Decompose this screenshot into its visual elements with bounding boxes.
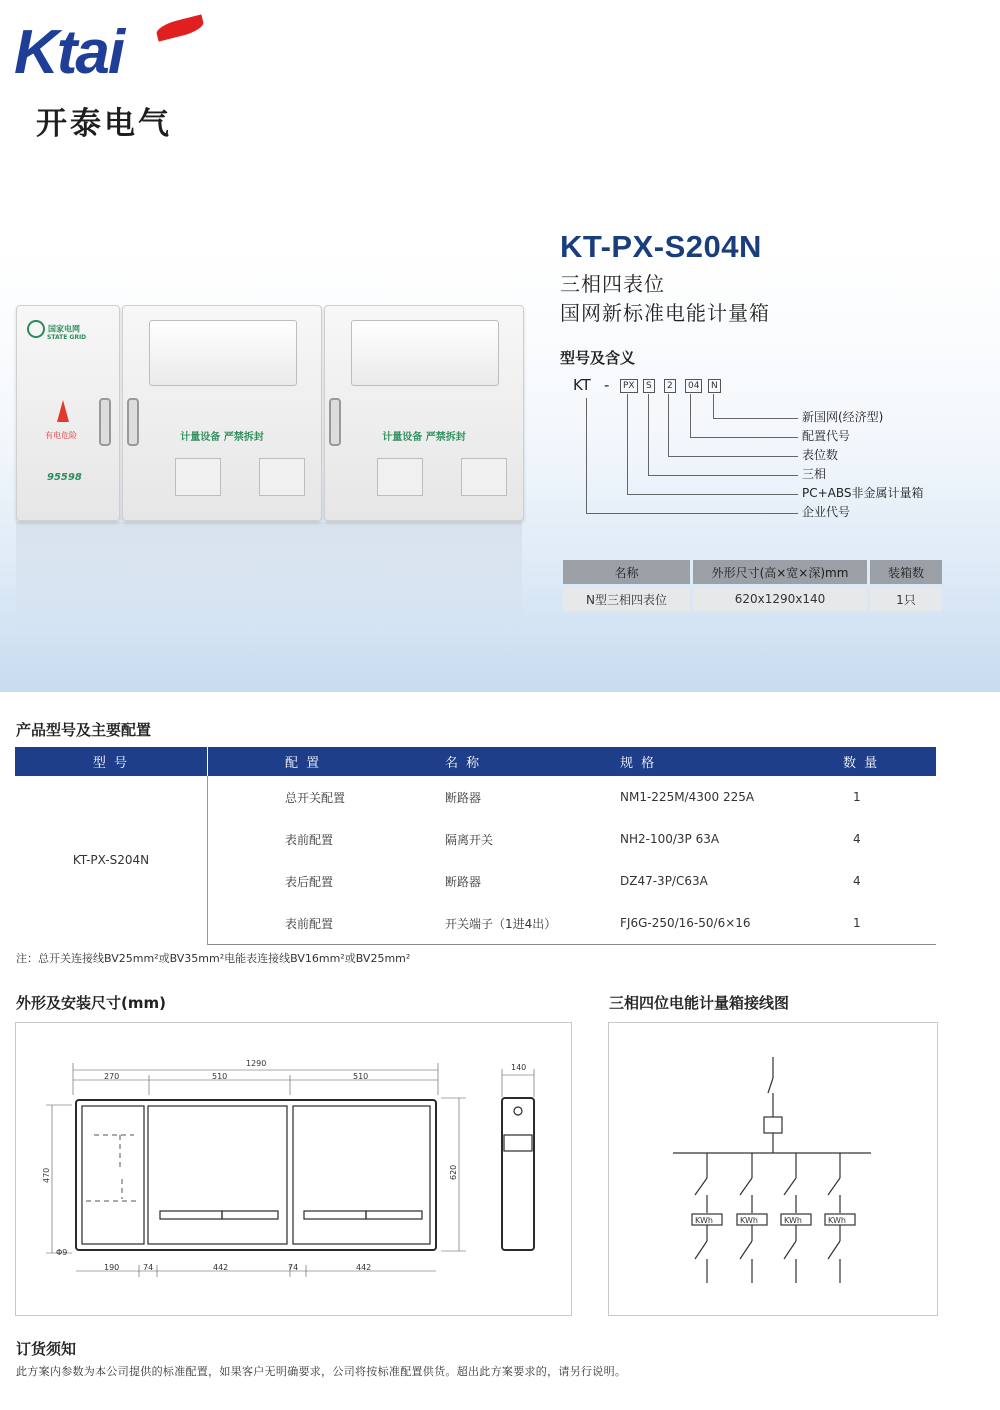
order-title: 订货须知 xyxy=(16,1340,77,1358)
meaning-item: 三相 xyxy=(802,467,827,481)
logo-wordmark: Ktai xyxy=(14,18,124,87)
config-cell: DZ47-3P/C63A xyxy=(620,874,708,888)
dim-label: 74 xyxy=(143,1263,154,1272)
dim-label: 190 xyxy=(104,1263,120,1272)
config-cell: NH2-100/3P 63A xyxy=(620,832,720,846)
config-cell: 断路器 xyxy=(445,874,482,889)
product-meter-cabinet-1 xyxy=(122,305,322,521)
spec-header: 名称 xyxy=(563,560,690,584)
product-subtitle-2: 国网新标准电能计量箱 xyxy=(560,301,770,325)
config-section-title: 产品型号及主要配置 xyxy=(16,721,152,739)
wiring-title: 三相四位电能计量箱接线图 xyxy=(609,994,790,1012)
brand-logo xyxy=(14,18,214,142)
meter-slot xyxy=(175,458,221,496)
code-box-px: PX xyxy=(620,379,638,393)
meaning-item: PC+ABS非金属计量箱 xyxy=(802,486,924,500)
config-cell: 总开关配置 xyxy=(285,790,346,805)
spec-table xyxy=(560,557,945,614)
dim-label: 442 xyxy=(356,1263,372,1272)
product-image xyxy=(16,305,522,519)
config-table xyxy=(15,747,936,945)
meaning-item: 新国网(经济型) xyxy=(802,410,884,424)
config-cell: 隔离开关 xyxy=(445,832,494,847)
spec-header: 装箱数 xyxy=(870,560,942,584)
state-grid-en: STATE GRID xyxy=(47,334,87,341)
meaning-item: 企业代号 xyxy=(802,505,851,519)
config-note: 注：总开关连接线BV25mm²或BV35mm²电能表连接线BV16mm²或BV25mm² xyxy=(16,952,411,965)
code-box-n: N xyxy=(708,379,721,393)
dimension-drawing xyxy=(16,1023,571,1315)
dim-label: 140 xyxy=(511,1063,527,1072)
product-model-title: KT-PX-S204N xyxy=(560,229,762,264)
dim-label: 270 xyxy=(104,1072,120,1081)
config-cell: 4 xyxy=(853,832,861,846)
spec-cell: 1只 xyxy=(870,587,942,611)
meter-label: KWh xyxy=(695,1216,713,1225)
code-prefix: KT xyxy=(573,376,591,394)
config-header: 配 置 xyxy=(208,747,445,776)
dim-label: 74 xyxy=(288,1263,299,1272)
spec-cell: 620x1290x140 xyxy=(693,587,867,611)
dim-label: 1290 xyxy=(246,1059,267,1068)
order-text: 此方案内参数为本公司提供的标准配置，如果客户无明确要求，公司将按标准配置供货。超出此方案要求的，请另行说明。 xyxy=(16,1365,627,1378)
config-cell: 表后配置 xyxy=(285,874,334,889)
code-box-s: S xyxy=(643,379,655,393)
config-cell: 表前配置 xyxy=(208,902,445,945)
meter-label: KWh xyxy=(740,1216,758,1225)
code-box-04: 04 xyxy=(685,379,702,393)
config-cell: 断路器 xyxy=(445,790,482,805)
config-header: 名 称 xyxy=(444,747,619,776)
dim-label: 620 xyxy=(449,1164,458,1180)
config-cell: 1 xyxy=(853,790,861,804)
wiring-frame xyxy=(608,1022,938,1316)
meter-slot xyxy=(259,458,305,496)
state-grid-logo: 国家电网 STATE GRID xyxy=(27,320,86,341)
dimensions-title: 外形及安装尺寸(mm) xyxy=(16,994,166,1012)
config-model-cell: KT-PX-S204N xyxy=(15,776,208,945)
code-box-2: 2 xyxy=(664,379,676,393)
dim-label: 510 xyxy=(212,1072,228,1081)
logo-swoosh-icon xyxy=(155,14,205,41)
state-grid-icon xyxy=(27,320,45,338)
code-dash: - xyxy=(604,376,610,394)
dimensions-frame xyxy=(15,1022,572,1316)
dim-label: 442 xyxy=(213,1263,229,1272)
meter-label: KWh xyxy=(828,1216,846,1225)
meter-window xyxy=(351,320,499,386)
leader-line xyxy=(586,398,798,514)
product-meter-cabinet-2 xyxy=(324,305,524,521)
dim-label: 470 xyxy=(42,1167,51,1183)
wiring-diagram xyxy=(609,1023,937,1315)
meter-slot xyxy=(377,458,423,496)
config-header: 型 号 xyxy=(15,747,208,776)
table-row xyxy=(15,776,936,818)
danger-label: 有电危险 xyxy=(45,431,77,440)
meaning-item: 配置代号 xyxy=(802,429,851,443)
door-handle-icon xyxy=(99,398,111,446)
model-meaning-heading: 型号及含义 xyxy=(560,349,636,367)
meaning-item: 表位数 xyxy=(802,448,839,462)
product-subtitle-1: 三相四表位 xyxy=(560,272,665,296)
spec-cell: N型三相四表位 xyxy=(563,587,690,611)
seal-label: 计量设备 严禁拆封 xyxy=(382,432,466,443)
product-switch-cabinet xyxy=(16,305,120,521)
lightning-warning-icon xyxy=(57,400,69,422)
spec-header: 外形尺寸(高×宽×深)mm xyxy=(693,560,867,584)
meter-window xyxy=(149,320,297,386)
dim-label: Φ9 xyxy=(56,1248,68,1257)
config-cell: 表前配置 xyxy=(285,832,334,847)
seal-label: 计量设备 严禁拆封 xyxy=(180,432,264,443)
config-cell: FJ6G-250/16-50/6×16 xyxy=(619,902,843,945)
config-cell: NM1-225M/4300 225A xyxy=(620,790,755,804)
config-cell: 1 xyxy=(843,902,936,945)
hotline-label: 95598 xyxy=(47,472,82,483)
config-header: 规 格 xyxy=(619,747,843,776)
config-cell: 开关端子（1进4出） xyxy=(444,902,619,945)
product-reflection xyxy=(16,522,522,632)
meter-slot xyxy=(461,458,507,496)
config-cell: 4 xyxy=(853,874,861,888)
meter-label: KWh xyxy=(784,1216,802,1225)
config-header: 数 量 xyxy=(843,747,936,776)
brand-name: 开泰电气 xyxy=(36,106,172,142)
dim-label: 510 xyxy=(353,1072,369,1081)
